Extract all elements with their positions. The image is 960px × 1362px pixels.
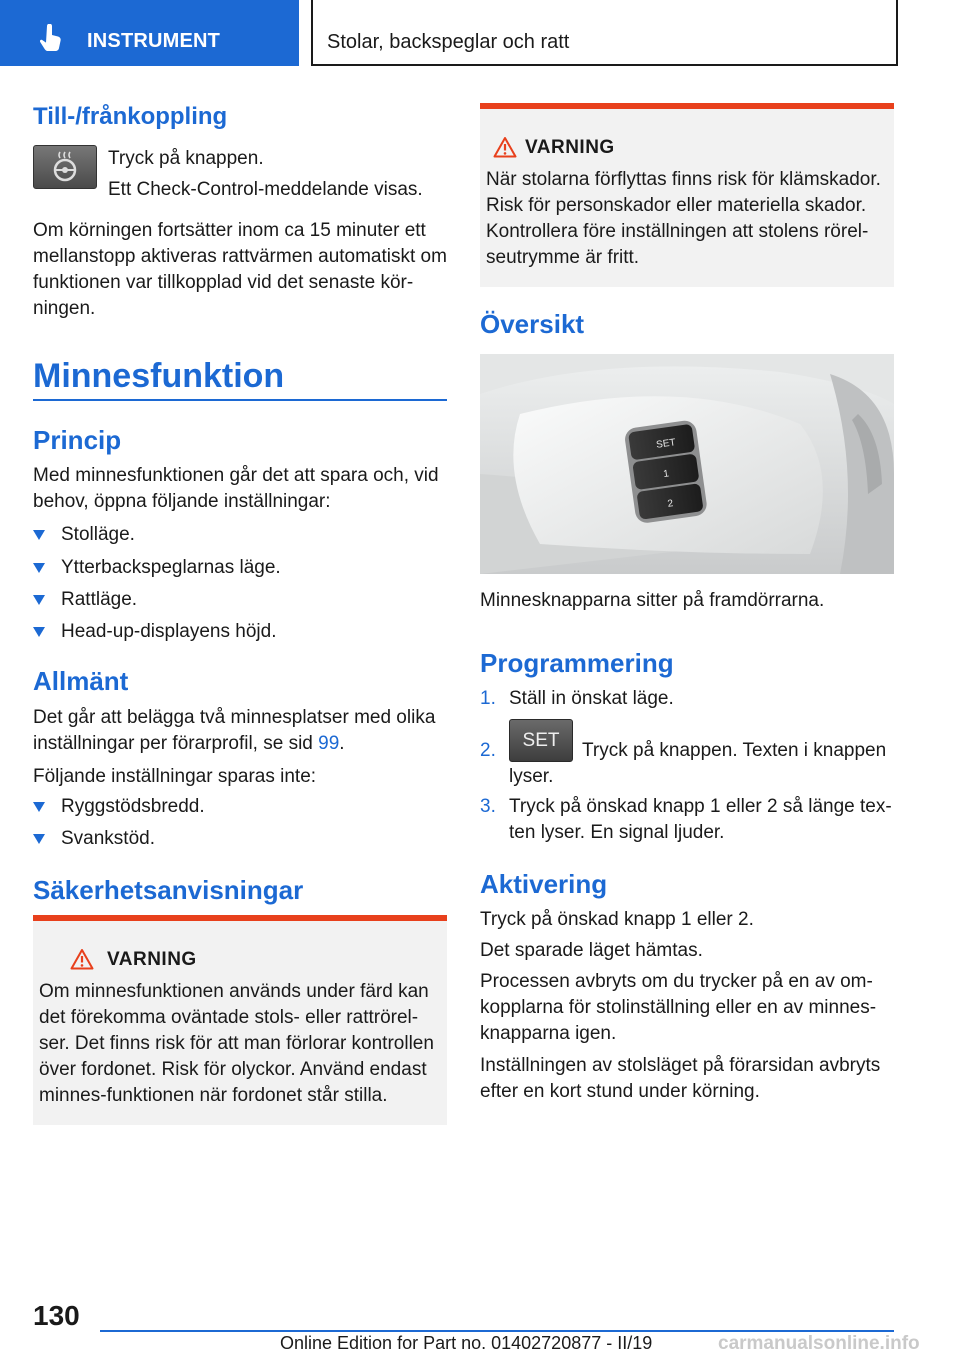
page-link[interactable]: 99 — [318, 733, 340, 754]
princip-paragraph: Med minnesfunktionen går det att spara och, vid behov, öppna följande inställningar: — [33, 465, 439, 512]
step-2-text: Tryck på knappen. Texten i knappen lyser. — [509, 740, 887, 787]
main-heading: Minnesfunktion — [33, 357, 285, 395]
aktivering-paragraph: Inställningen av stolsläget på förarsidan avbryts efter en kort stund under körning. — [480, 1055, 881, 1102]
warning-box — [480, 103, 894, 287]
photo-caption: Minnesknapparna sitter på framdörrarna. — [480, 590, 825, 611]
allmant-heading: Allmänt — [33, 666, 129, 696]
photo-set-label: SET — [655, 437, 677, 451]
section-tab[interactable] — [0, 0, 299, 66]
section-label: INSTRUMENT — [87, 30, 221, 52]
heading-rule — [33, 399, 447, 401]
aktivering-heading: Aktivering — [480, 869, 608, 899]
photo-label-1: 1 — [662, 468, 670, 481]
warning-box — [33, 915, 447, 1125]
sakerhet-heading: Säkerhetsanvisningar — [33, 875, 304, 905]
warning-triangle-icon — [70, 948, 94, 970]
till-step-2: Ett Check-Control-meddelande visas. — [108, 179, 423, 200]
bullet-triangle-icon — [33, 595, 45, 605]
footer-rule — [100, 1330, 894, 1332]
steering-wheel-heat-icon — [34, 146, 96, 188]
warning-text: Om minnesfunktionen används under färd kan det förekomma oväntade stols- eller rattrörel-ser. Det finns risk för att man förlorar kontrollen över fordonet. Risk för olyckor. Använd endast minnes-funktionen när fordonet står stilla. — [39, 981, 434, 1106]
heating-button-image — [33, 145, 97, 189]
warning-title: VARNING — [107, 949, 197, 970]
bullet-triangle-icon — [33, 530, 45, 540]
photo-label-2: 2 — [666, 498, 674, 510]
bullet-triangle-icon — [33, 802, 45, 812]
bullet-triangle-icon — [33, 627, 45, 637]
set-button-label: SET — [522, 730, 560, 751]
bullet-triangle-icon — [33, 834, 45, 844]
edition-text: Online Edition for Part no. 01402720877 - II/19 — [280, 1333, 653, 1353]
warning-title: VARNING — [525, 137, 615, 158]
oversikt-heading: Översikt — [480, 309, 585, 339]
door-panel-illustration — [480, 354, 894, 574]
aktivering-paragraph: Det sparade läget hämtas. — [480, 940, 703, 961]
page-number: 130 — [33, 1300, 80, 1331]
warning-text: När stolarna förflyttas finns risk för klämskador. Risk för personskador eller materiella skador. Kontrollera före inställningen att stolens rörel-seutrymme är fritt. — [486, 169, 881, 268]
aktivering-paragraph: Tryck på önskad knapp 1 eller 2. — [480, 909, 754, 930]
chapter-title: Stolar, backspeglar och ratt — [327, 31, 570, 53]
programmering-heading: Programmering — [480, 648, 674, 678]
till-paragraph: Om körningen fortsätter inom ca 15 minuter ett mellanstopp aktiveras rattvärmen automatiskt om funktionen var tillkopplad vid det senaste kör-ningen. — [33, 220, 447, 319]
princip-heading: Princip — [33, 425, 122, 455]
till-step-1: Tryck på knappen. — [108, 148, 264, 169]
chapter-title-box — [311, 0, 898, 66]
warning-triangle-icon — [493, 136, 517, 158]
watermark: carmanualsonline.info — [718, 1333, 920, 1354]
door-memory-buttons-photo — [480, 354, 894, 574]
hand-pointer-icon — [38, 24, 64, 52]
bullet-triangle-icon — [33, 563, 45, 573]
allmant-paragraph-2: Följande inställningar sparas inte: — [33, 766, 317, 787]
till-heading: Till-/frånkoppling — [33, 103, 228, 130]
allmant-paragraph: Det går att belägga två minnesplatser med olika inställningar per förarprofil, se sid 99. — [33, 707, 436, 754]
aktivering-paragraph: Processen avbryts om du trycker på en av om-kopplarna för stolinställning eller en av minnes-knapparna igen. — [480, 971, 877, 1044]
